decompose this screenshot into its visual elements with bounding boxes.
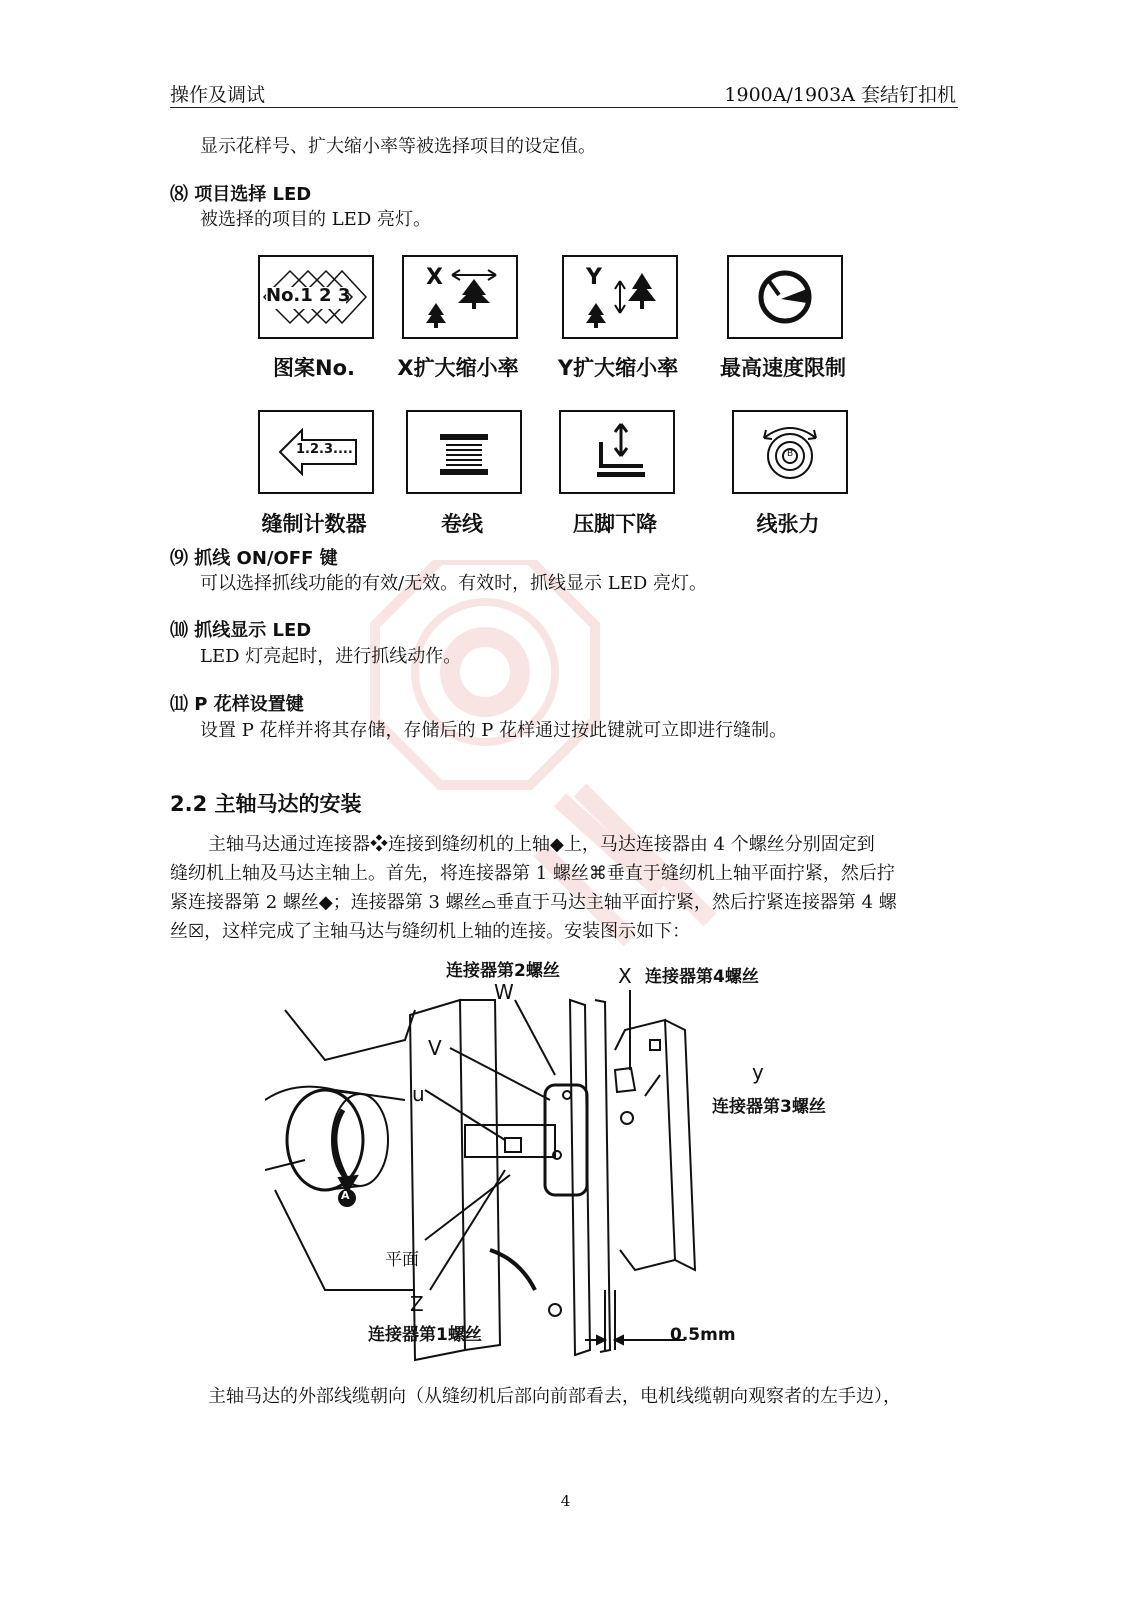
letter-a: A	[341, 1189, 350, 1202]
para-line-4: 丝☒，这样完成了主轴马达与缝纫机上轴的连接。安装图示如下：	[170, 921, 691, 942]
label-screw4: 连接器第4螺丝	[645, 967, 759, 987]
label-screw3: 连接器第3螺丝	[712, 1097, 826, 1117]
header-section-title: 操作及调试	[170, 84, 266, 106]
para-line-2: 缝纫机上轴及马达主轴上。首先，将连接器第 1 螺丝⌘垂直于缝纫机上轴平面拧紧，然后拧	[170, 863, 895, 884]
label-gap: 0.5mm	[670, 1325, 736, 1345]
pattern-no-icon	[258, 255, 374, 339]
item9-text: 可以选择抓线功能的有效/无效。有效时，抓线显示 LED 亮灯。	[200, 573, 708, 594]
item10-text: LED 灯亮起时，进行抓线动作。	[200, 646, 462, 667]
item11-text: 设置 P 花样并将其存储，存储后的 P 花样通过按此键就可立即进行缝制。	[200, 720, 788, 741]
thread-tension-label: 线张力	[756, 512, 820, 536]
item9-title: ⑼ 抓线 ON/OFF 键	[170, 548, 338, 569]
y-glyph: Y	[586, 265, 602, 290]
page-number: 4	[560, 1492, 571, 1510]
header-model-title: 1900A/1903A 套结钉扣机	[724, 84, 956, 106]
label-screw1: 连接器第1螺丝	[368, 1325, 482, 1345]
tension-glyph: B	[787, 449, 794, 459]
last-line: 主轴马达的外部线缆朝向（从缝纫机后部向前部看去，电机线缆朝向观察者的左手边），	[208, 1386, 901, 1407]
x-scale-icon	[402, 255, 518, 339]
x-glyph: X	[426, 265, 443, 290]
letter-z: Z	[410, 1292, 424, 1316]
max-speed-label: 最高速度限制	[720, 356, 846, 380]
pattern-no-label: 图案No.	[273, 356, 355, 380]
item8-title: ⑻ 项目选择 LED	[170, 184, 312, 205]
y-scale-label: Y扩大缩小率	[557, 356, 679, 380]
letter-u: u	[412, 1082, 425, 1106]
para-line-1: 主轴马达通过连接器❖连接到缝纫机的上轴◆上，马达连接器由 4 个螺丝分别固定到	[208, 834, 875, 855]
header-rule	[170, 107, 958, 108]
intro-line: 显示花样号、扩大缩小率等被选择项目的设定值。	[200, 136, 596, 157]
sewing-counter-label: 缝制计数器	[261, 512, 367, 536]
sewing-counter-icon	[258, 410, 374, 494]
letter-x: X	[618, 964, 632, 988]
para-line-3: 紧连接器第 2 螺丝◆；连接器第 3 螺丝⌓垂直于马达主轴平面拧紧，然后拧紧连接器第 4 螺	[170, 892, 897, 913]
presser-down-label: 压脚下降	[573, 512, 657, 536]
letter-w: W	[494, 980, 514, 1004]
item8-text: 被选择的项目的 LED 亮灯。	[200, 209, 431, 230]
winding-icon	[406, 410, 522, 494]
letter-y: y	[752, 1060, 764, 1084]
letter-v: V	[428, 1036, 442, 1060]
motor-install-diagram	[265, 990, 865, 1370]
item10-title: ⑽ 抓线显示 LED	[170, 620, 312, 641]
label-flat: 平面	[385, 1250, 419, 1270]
thread-tension-icon	[732, 410, 848, 494]
max-speed-icon	[727, 255, 843, 339]
item11-title: ⑾ P 花样设置键	[170, 694, 304, 715]
pattern-no-glyph: No.1 2 3	[266, 285, 351, 306]
label-screw2: 连接器第2螺丝	[446, 961, 560, 981]
section-heading: 2.2 主轴马达的安装	[170, 792, 362, 816]
x-scale-label: X扩大缩小率	[397, 356, 519, 380]
presser-down-icon	[559, 410, 675, 494]
winding-label: 卷线	[441, 512, 483, 536]
y-scale-icon	[562, 255, 678, 339]
counter-glyph: 1.2.3....	[296, 442, 353, 457]
